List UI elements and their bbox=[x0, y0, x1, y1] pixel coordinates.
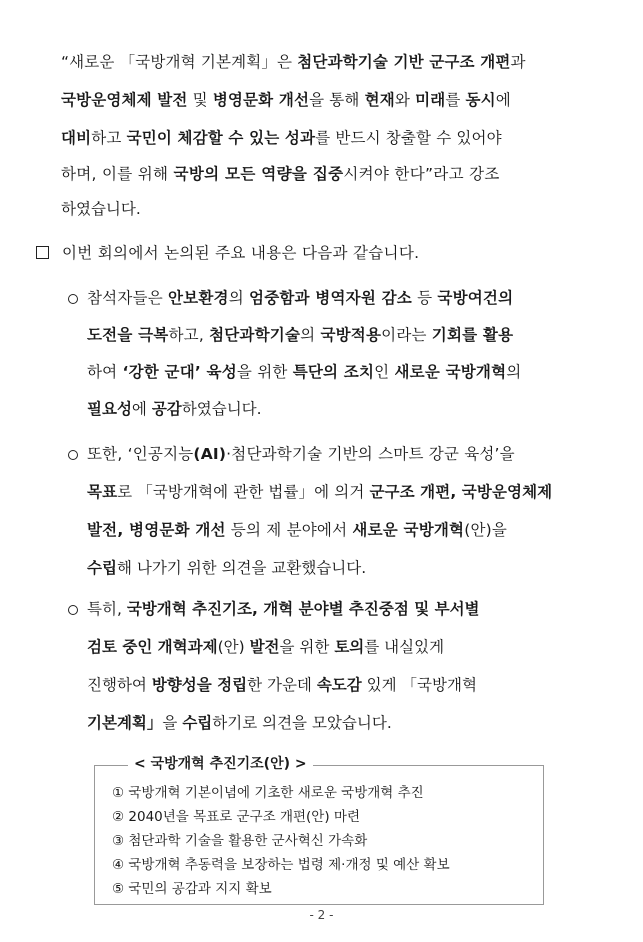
text-run: 를 내실있게 bbox=[364, 638, 445, 656]
bullet2-line-1 bbox=[87, 443, 515, 465]
circle-bullet-icon bbox=[68, 605, 78, 615]
text-run: 의 bbox=[300, 326, 321, 344]
text-run: 검토 중인 개혁과제 bbox=[87, 638, 218, 656]
text-run: 국방여건의 bbox=[437, 289, 514, 307]
text-run: (AI) bbox=[193, 445, 227, 463]
text-run: 특단의 조치 bbox=[292, 363, 375, 381]
list-item: ② 2040년을 목표로 군구조 개편(안) 마련 bbox=[112, 809, 360, 825]
text-run: 미래 bbox=[415, 91, 446, 109]
intro-line-3 bbox=[61, 127, 502, 149]
bullet2-line-3 bbox=[87, 519, 507, 541]
text-run: 수립 bbox=[87, 559, 117, 577]
text-run: 토의 bbox=[334, 638, 365, 656]
intro-line-5 bbox=[61, 198, 141, 220]
text-run: 이라는 bbox=[381, 326, 432, 344]
text-run: 방향성을 정립 bbox=[151, 676, 248, 694]
square-bullet-icon bbox=[36, 246, 49, 259]
text-run: 새로운 국방개혁 bbox=[352, 521, 465, 539]
intro-line-4 bbox=[61, 163, 500, 185]
list-item: ③ 첨단과학 기술을 활용한 군사혁신 가속화 bbox=[112, 833, 368, 849]
list-item: ④ 국방개혁 추동력을 보장하는 법령 제·개정 및 예산 확보 bbox=[112, 857, 450, 873]
text-run: 새로운 국방개혁 bbox=[394, 363, 507, 381]
text-run: 을 bbox=[162, 714, 183, 732]
text-run: 하고, bbox=[168, 326, 210, 344]
text-run: 현재 bbox=[364, 91, 395, 109]
bullet2-line-2 bbox=[87, 481, 552, 503]
text-run: 참석자들은 bbox=[87, 289, 168, 307]
intro-line-2 bbox=[61, 89, 511, 111]
text-run: 공감 bbox=[151, 400, 182, 418]
text-run: 인 bbox=[374, 363, 395, 381]
text-run: 한 가운데 bbox=[247, 676, 317, 694]
text-run: (안)을 bbox=[464, 521, 508, 539]
text-run: 의 bbox=[228, 289, 250, 307]
text-run: 대비 bbox=[61, 129, 92, 147]
text-run: 하였습니다. bbox=[61, 200, 141, 218]
text-run: 동시 bbox=[465, 91, 496, 109]
bullet3-line-2 bbox=[87, 636, 444, 658]
text-run: 국방개혁 추진기조, 개혁 분야별 추진중점 및 부서별 bbox=[126, 600, 480, 618]
text-run: 과 bbox=[510, 53, 526, 71]
text-run: 군구조 개편, 국방운영체제 bbox=[369, 483, 553, 501]
text-run: 와 bbox=[394, 91, 416, 109]
text-run: 병영문화 개선 bbox=[212, 91, 310, 109]
text-run: 를 반드시 창출할 수 있어야 bbox=[315, 129, 502, 147]
text-run: 을 위한 bbox=[279, 638, 335, 656]
bullet3-line-3 bbox=[87, 674, 477, 696]
page-number: - 2 - bbox=[309, 908, 334, 922]
text-run: 을 통해 bbox=[309, 91, 365, 109]
bullet2-line-4 bbox=[87, 557, 366, 579]
text-run: 안보환경 bbox=[168, 289, 229, 307]
text-run: “새로운 「국방개혁 기본계획」은 bbox=[61, 53, 298, 71]
intro-line-1 bbox=[61, 51, 526, 73]
text-run: 첨단과학기술 bbox=[209, 326, 301, 344]
circle-bullet-icon bbox=[68, 294, 78, 304]
text-run: 하였습니다. bbox=[181, 400, 262, 418]
text-run: 첨단과학기술 기반 군구조 개편 bbox=[297, 53, 511, 71]
text-run: 국방운영체제 발전 bbox=[61, 91, 188, 109]
text-run: 목표 bbox=[87, 483, 118, 501]
text-run: 엄중함과 병역자원 감소 bbox=[249, 289, 412, 307]
text-run: 속도감 bbox=[316, 676, 362, 694]
bullet1-line-2 bbox=[87, 324, 513, 346]
text-run: (안) bbox=[217, 638, 250, 656]
text-run: 해 나가기 위한 의견을 교환했습니다. bbox=[116, 559, 367, 577]
text-run: 에 bbox=[131, 400, 152, 418]
text-run: 를 bbox=[445, 91, 466, 109]
text-run: 및 bbox=[187, 91, 213, 109]
text-run: 로 「국방개혁에 관한 법률」에 의거 bbox=[117, 483, 370, 501]
text-run: 특히, bbox=[87, 600, 127, 618]
text-run: 국민이 체감할 수 있는 성과 bbox=[126, 129, 316, 147]
text-run: 등 bbox=[411, 289, 438, 307]
text-run: 기본계획」 bbox=[87, 714, 163, 732]
text-run: 기회를 활용 bbox=[431, 326, 514, 344]
main-point: 이번 회의에서 논의된 주요 내용은 다음과 같습니다. bbox=[62, 244, 420, 262]
text-run: 수립 bbox=[182, 714, 213, 732]
bullet1-line-3 bbox=[87, 361, 521, 383]
circle-bullet-icon bbox=[68, 450, 78, 460]
text-run: 을 위한 bbox=[236, 363, 293, 381]
bullet1-line-4 bbox=[87, 398, 262, 420]
bullet1-line-1 bbox=[87, 287, 513, 309]
list-item: ⑤ 국민의 공감과 지지 확보 bbox=[112, 881, 272, 897]
text-run: 등의 제 분야에서 bbox=[225, 521, 353, 539]
bullet3-line-4 bbox=[87, 712, 392, 734]
text-run: 진행하여 bbox=[87, 676, 152, 694]
text-run: 시켜야 한다”라고 강조 bbox=[343, 165, 500, 183]
text-run: 도전을 극복 bbox=[87, 326, 169, 344]
text-run: 또한, ‘인공지능 bbox=[87, 445, 194, 463]
text-run: 하고 bbox=[91, 129, 127, 147]
text-run: 발전 bbox=[249, 638, 280, 656]
bullet3-line-1 bbox=[87, 598, 480, 620]
text-run: ‘강한 군대’ 육성 bbox=[122, 363, 237, 381]
text-run: 하며, 이를 위해 bbox=[61, 165, 174, 183]
reform-principles-title: < 국방개혁 추진기조(안) > bbox=[128, 753, 313, 775]
text-run: 국방적용 bbox=[320, 326, 382, 344]
text-run: 국방의 모든 역량을 집중 bbox=[173, 165, 344, 183]
text-run: 있게 「국방개혁 bbox=[361, 676, 477, 694]
text-run: ·첨단과학기술 기반의 스마트 강군 육성’을 bbox=[226, 445, 515, 463]
text-run: 의 bbox=[506, 363, 522, 381]
list-item: ① 국방개혁 기본이념에 기초한 새로운 국방개혁 추진 bbox=[112, 785, 424, 801]
text-run: 에 bbox=[495, 91, 511, 109]
text-run: 하기로 의견을 모았습니다. bbox=[212, 714, 392, 732]
text-run: 발전, 병영문화 개선 bbox=[87, 521, 226, 539]
text-run: 하여 bbox=[87, 363, 123, 381]
text-run: 필요성 bbox=[87, 400, 132, 418]
